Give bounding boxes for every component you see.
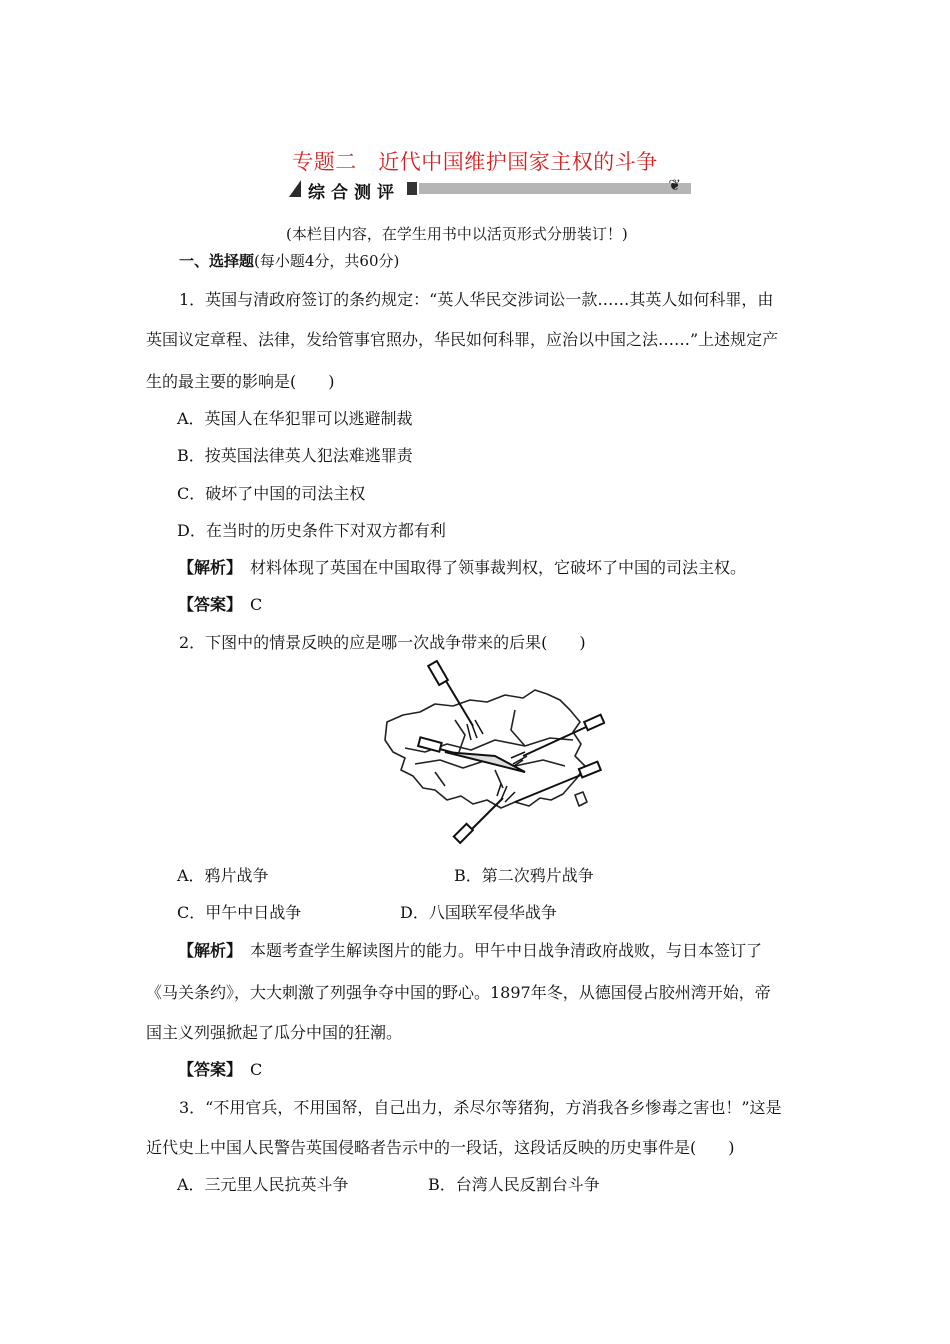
binding-note: (本栏目内容，在学生用书中以活页形式分册装订！): [286, 225, 628, 243]
section-heading: [179, 250, 399, 271]
q1-answer: [178, 592, 262, 615]
analysis-label: 【解析】: [178, 558, 235, 577]
q1-line-1: 1．英国与清政府签订的条约规定：“英人华民交涉词讼一款……其英人如何科罪，由: [179, 290, 774, 309]
q2-analysis-line-2: 《马关条约》，大大刺激了列强争夺中国的野心。1897年冬，从德国侵占胶州湾开始，帝: [146, 983, 771, 1002]
answer-value: C: [250, 1060, 263, 1079]
q3-option-a: A．三元里人民抗英斗争: [177, 1175, 349, 1194]
answer-label: 【答案】: [178, 595, 235, 614]
section-detail: (每小题4分，共60分): [254, 252, 400, 270]
q2-option-c: C．甲午中日战争: [177, 903, 302, 922]
q2-analysis-line-1: [178, 938, 762, 961]
section-banner: [289, 176, 691, 203]
q2-option-b: B．第二次鸦片战争: [454, 866, 594, 885]
analysis-label: 【解析】: [178, 941, 235, 960]
analysis-text: 材料体现了英国在中国取得了领事裁判权，它破坏了中国的司法主权。: [250, 558, 747, 577]
q1-option-c: C．破坏了中国的司法主权: [177, 484, 366, 503]
q2-analysis-line-3: 国主义列强掀起了瓜分中国的狂潮。: [146, 1023, 403, 1042]
q1-option-a: A．英国人在华犯罪可以逃避制裁: [177, 409, 413, 428]
q2-answer: [178, 1057, 262, 1080]
q1-analysis: [178, 555, 746, 578]
q1-line-2: 英国议定章程、法律，发给管事官照办，华民如何科罪，应治以中国之法……”上述规定产: [146, 330, 779, 349]
banner-triangle: [289, 180, 301, 197]
section-title: 一、选择题: [179, 252, 255, 270]
leaf-icon: ❦: [668, 176, 681, 194]
china-map-with-forks-icon: [375, 660, 605, 845]
analysis-text: 本题考查学生解读图片的能力。甲午中日战争清政府战败，与日本签订了: [250, 941, 763, 960]
q3-line-2: 近代史上中国人民警告英国侵略者告示中的一段话，这段话反映的历史事件是( ): [146, 1138, 735, 1157]
q2-stem: 2．下图中的情景反映的应是哪一次战争带来的后果( ): [179, 633, 586, 652]
q1-option-b: B．按英国法律英人犯法难逃罪责: [177, 446, 413, 465]
q3-line-1: 3．“不用官兵，不用国帑，自己出力，杀尽尔等猪狗，方消我各乡惨毒之害也！”这是: [179, 1098, 782, 1117]
page-title: 专题二 近代中国维护国家主权的斗争: [292, 150, 658, 174]
q3-option-b: B．台湾人民反割台斗争: [428, 1175, 600, 1194]
q2-option-d: D．八国联军侵华战争: [400, 903, 557, 922]
q1-option-d: D．在当时的历史条件下对双方都有利: [177, 521, 446, 540]
banner-block: [407, 182, 417, 195]
answer-label: 【答案】: [178, 1060, 235, 1079]
answer-value: C: [250, 595, 263, 614]
banner-label: 综合测评: [308, 183, 400, 203]
q2-option-a: A．鸦片战争: [177, 866, 269, 885]
banner-strip: [419, 183, 691, 194]
q1-line-3: 生的最主要的影响是( ): [146, 372, 335, 391]
